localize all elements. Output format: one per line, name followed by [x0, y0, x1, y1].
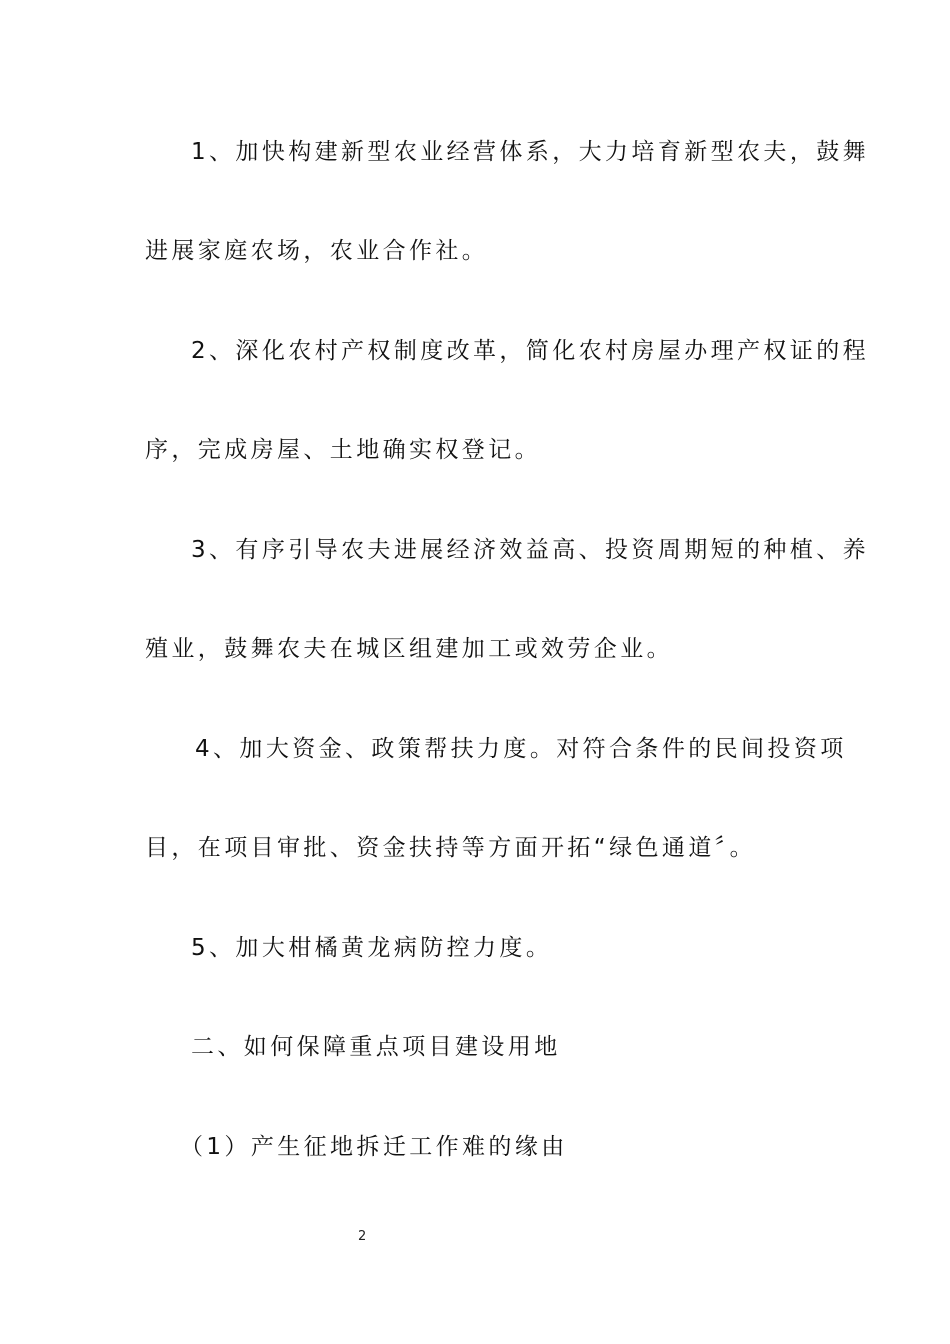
paragraph-3-line-1: 3、有序引导农夫进展经济效益高、投资周期短的种植、养 [191, 537, 870, 563]
paragraph-2-line-1: 2、深化农村产权制度改革，简化农村房屋办理产权证的程 [191, 338, 870, 364]
paragraph-1-line-2: 进展家庭农场，农业合作社。 [145, 238, 489, 264]
subheading: （1）产生征地拆迁工作难的缘由 [180, 1134, 568, 1160]
section-heading: 二、如何保障重点项目建设用地 [191, 1034, 561, 1060]
paragraph-3-line-2: 殖业，鼓舞农夫在城区组建加工或效劳企业。 [145, 636, 673, 662]
paragraph-5-line-1: 5、加大柑橘黄龙病防控力度。 [191, 935, 553, 961]
paragraph-2-line-2: 序，完成房屋、土地确实权登记。 [145, 437, 541, 463]
paragraph-4-line-2: 目，在项目审批、资金扶持等方面开拓“绿色通道〞。 [145, 835, 757, 861]
paragraph-4-line-1: 4、加大资金、政策帮扶力度。对符合条件的民间投资项 [195, 736, 847, 762]
page-number: 2 [358, 1229, 367, 1244]
paragraph-1-line-1: 1、加快构建新型农业经营体系，大力培育新型农夫，鼓舞 [191, 139, 870, 165]
